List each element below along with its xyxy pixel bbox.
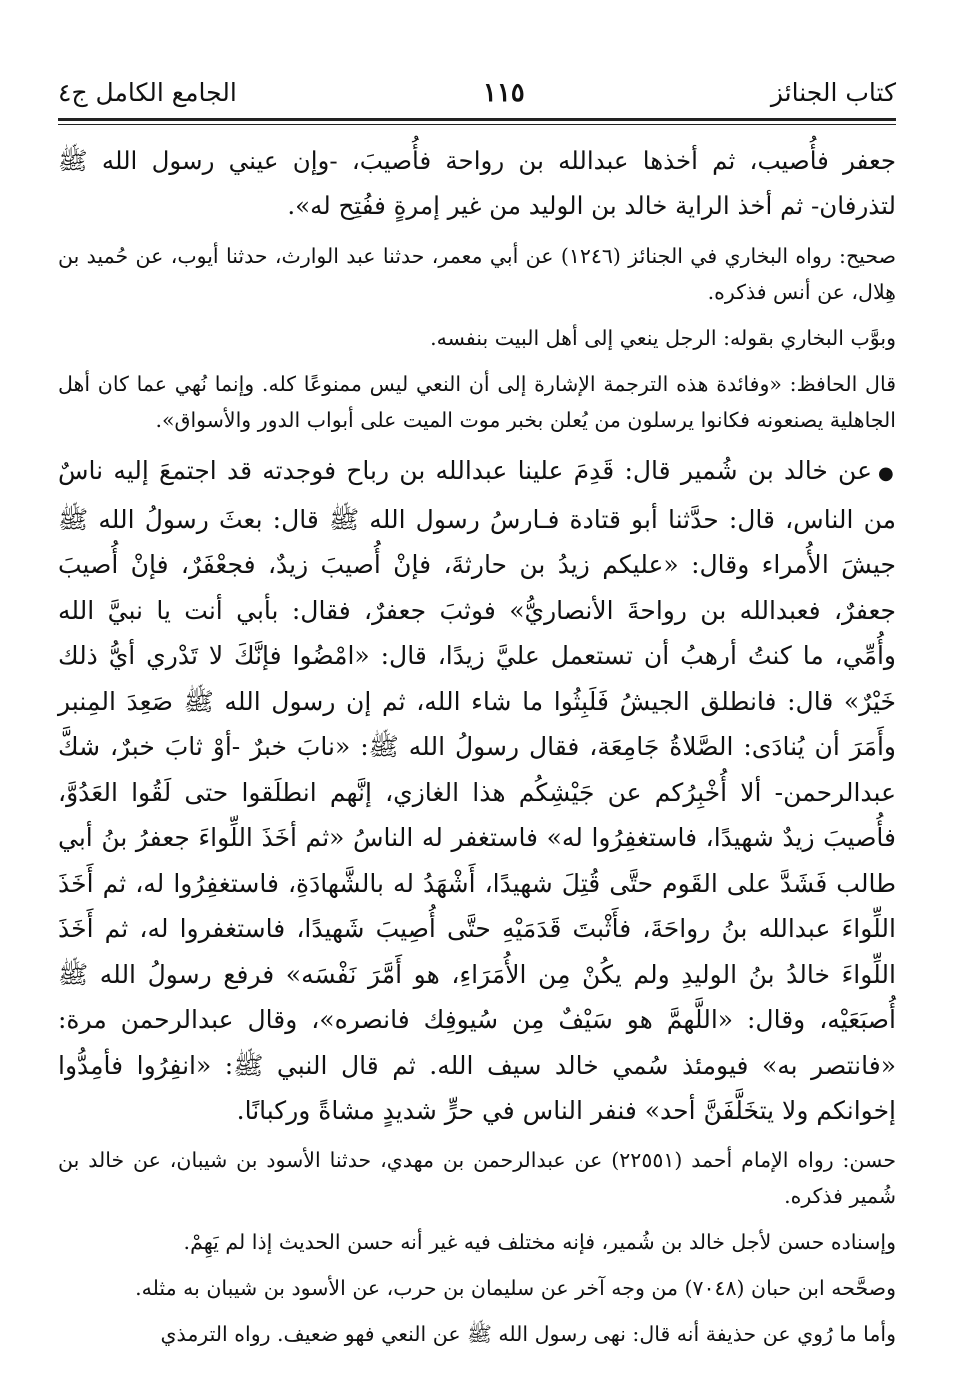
page-number: ١١٥ [482,78,525,108]
hadith-continuation: جعفر فأُصيب، ثم أخذها عبدالله بن رواحة فأُصيبَ، -وإن عيني رسول الله ﷺ لتذرفان- ثم أخذ الراية خالد بن الوليد من غير إمرةٍ ففُتِح له». [58,146,896,220]
page-header [58,64,896,108]
bullet-icon: ● [878,463,896,484]
hudhayfa-note: وأما ما رُوي عن حذيفة أنه قال: نهى رسول الله ﷺ عن النعي فهو ضعيف. رواه الترمذي [160,1321,896,1346]
isnad-note: وإسناده حسن لأجل خالد بن شُمير، فإنه مختلف فيه غير أنه حسن الحديث إذا لم يَهِمْ. [183,1229,896,1254]
hadith-text: عن خالد بن شُمير قال: قَدِمَ علينا عبدالله بن رباح فوجدته قد اجتمعَ إليه ناسٌ من الناس، قال: حدَّثنا أبو قتادة فـارسُ رسول الله ﷺ قال: بعثَ رسولُ الله ﷺ جيشَ الأُمراء وقال: «عليكم زيدُ بن حارثةَ، فإنْ أُصيبَ زيدٌ، فجعْفَرٌ، فإنْ أُصيبَ جعفرٌ، فعبدالله بن رواحةَ الأنصاريُّ» فوثبَ جعفرٌ، فقال: بأبي أنت يا نبيَّ الله وأُمِّي، ما كنتُ أرهبُ أن تستعمل عليَّ زيدًا، قال: «امْضُوا فإنَّكَ لا تَدْري أيُّ ذلك خَيْرٌ» قال: فانطلق الجيشُ فَلَبِثُوا ما شاء الله، ثم إن رسول الله ﷺ صَعِدَ المِنبر وأَمَرَ أن يُنادَى: الصَّلاةُ جَامِعَة، فقال رسولُ الله ﷺ: «نابَ خبرٌ -أوْ ثابَ خبرٌ، شكَّ عبدالرحمن- ألا أُخْبِرُكم عن جَيْشِكُم هذا الغازي، إنَّهم انطلَقوا حتى لَقُوا العَدُوَّ، فأُصيبَ زيدٌ شهيدًا، فاستغفِرُوا له» فاستغفر له الناسُ «ثم أخَذَ اللِّواءَ جعفرُ بنُ أبي طالب فَشَدَّ على القَوم حتَّى قُتِلَ شهيدًا، أَشْهَدُ له بالشَّهادَةِ، فاستغفِرُوا له، ثم أَخَذَ اللِّواءَ عبدالله بنُ رواحَةَ، فأَثْبتَ قَدَمَيْهِ حتَّى أُصِيبَ شَهيدًا، فاستغفروا له، ثم أَخَذَ اللِّواءَ خالدُ بنُ الوليدِ ولم يكُنْ مِن الأُمَرَاءِ، هو أَمَّرَ نَفْسَه» فرفع رسولُ الله ﷺ أُصبَعَيْه، وقال: «اللَّهمَّ هو سَيْفٌ مِن سُيوفِك فانصره»، وقال عبدالرحمن مرة: «فانتصر به» فيومئذ سُمي خالد سيف الله. ثم قال النبي ﷺ: «انفِرُوا فأمِدُّوا إخوانكم ولا يتخَلَّفَنَّ أحد» فنفر الناس في حرٍّ شديدٍ مشاةً وركبانًا. [58,456,896,1125]
document-page [58,0,896,1383]
takhrij-note: صحيح: رواه البخاري في الجنائز (١٢٤٦) عن أبي معمر، حدثنا عبد الوارث، حدثنا أيوب، عن حُميد بن هِلال، عن أنس فذكره. [58,244,897,304]
chapter-title: كتاب الجنائز [770,78,896,107]
header-rule-thin [58,124,896,125]
hadith-paragraph [58,448,896,1134]
chapter-note: وبوَّب البخاري بقوله: الرجل ينعي إلى أهل البيت بنفسه. [430,326,896,350]
ibn-hibban-note: وصحَّحه ابن حبان (٧٠٤٨) من وجه آخر عن سليمان بن حرب، عن الأسود بن شيبان به مثله. [135,1275,896,1300]
grading-note: حسن: رواه الإمام أحمد (٢٢٥٥١) عن عبدالرحمن بن مهدي، حدثنا الأسود بن شيبان، عن خالد بن شُمير فذكره. [58,1147,896,1208]
hafiz-quote: قال الحافظ: «وفائدة هذه الترجمة الإشارة إلى أن النعي ليس ممنوعًا كله. وإنما نُهي عما كان أهل الجاهلية يصنعونه فكانوا يرسلون من يُعلن بخبر موت الميت على أبواب الدور والأسواق». [58,372,896,432]
header-rule [58,118,896,121]
page-body [58,138,896,1362]
book-title: الجامع الكامل ج٤ [58,78,237,107]
